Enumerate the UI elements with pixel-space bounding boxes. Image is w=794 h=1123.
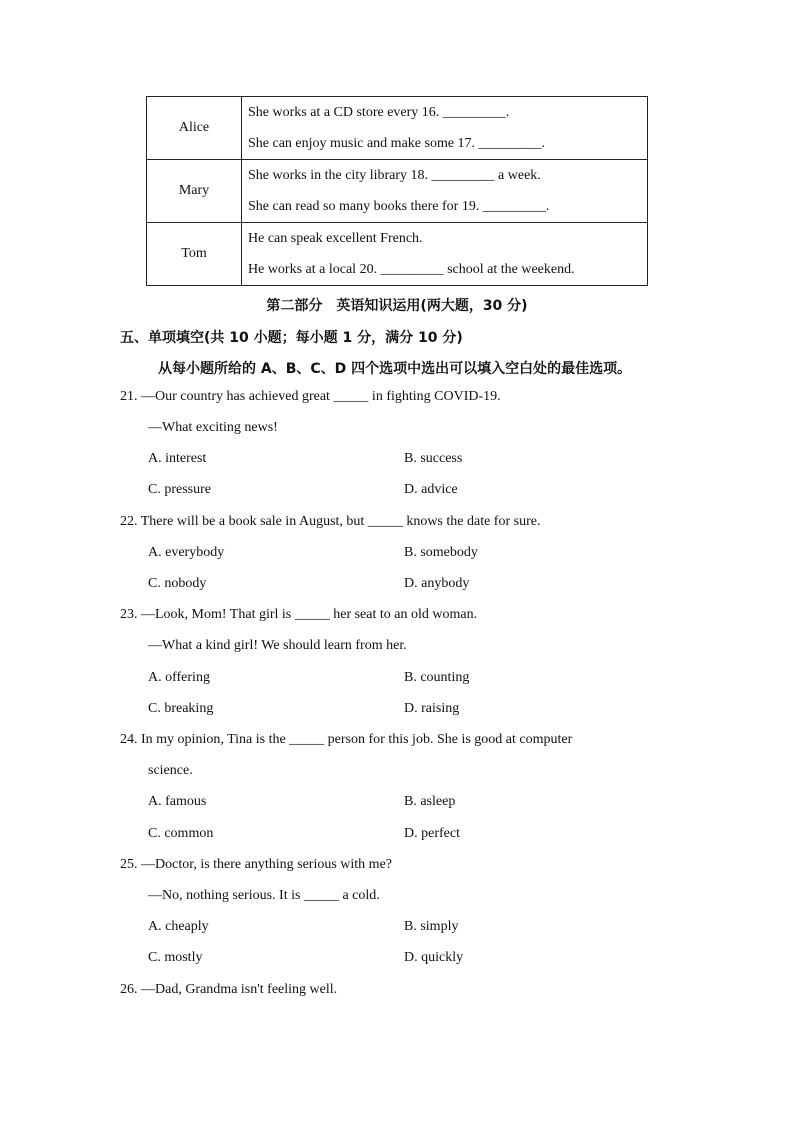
person-description [242,223,648,286]
description-line: He can speak excellent French. [248,231,423,246]
table-row [147,223,648,286]
option-b: B. simply [404,919,459,934]
question-stem-line: —What exciting news! [148,420,278,435]
question-stem: 26. —Dad, Grandma isn't feeling well. [120,982,338,997]
instruction-text: 从每小题所给的 A、B、C、D 四个选项中选出可以填入空白处的最佳选项。 [158,361,632,377]
description-line: She works in the city library 18. _________ a week. [248,168,541,183]
option-a: A. cheaply [148,919,209,934]
option-d: D. advice [404,482,458,497]
person-name: Tom [147,223,242,286]
question-stem: 24. In my opinion, Tina is the _____ person for this job. She is good at computer [120,732,573,747]
option-c: C. mostly [148,950,203,965]
person-description [242,160,648,223]
option-a: A. famous [148,794,207,809]
option-a: A. offering [148,670,210,685]
option-c: C. pressure [148,482,211,497]
description-line: She works at a CD store every 16. _________. [248,105,510,120]
question-stem: 25. —Doctor, is there anything serious with me? [120,857,392,872]
option-b: B. asleep [404,794,456,809]
question-stem: 23. —Look, Mom! That girl is _____ her seat to an old woman. [120,607,478,622]
description-line: He works at a local 20. _________ school at the weekend. [248,262,575,277]
option-a: A. everybody [148,545,225,560]
option-b: B. counting [404,670,470,685]
person-name: Mary [147,160,242,223]
description-line: She can enjoy music and make some 17. _________. [248,136,546,151]
option-d: D. anybody [404,576,470,591]
question-stem: 21. —Our country has achieved great _____ in fighting COVID-19. [120,389,501,404]
person-description [242,97,648,160]
table-row [147,97,648,160]
table-row [147,160,648,223]
option-d: D. raising [404,701,460,716]
question-stem-line: —What a kind girl! We should learn from her. [148,638,407,653]
option-a: A. interest [148,451,207,466]
question-stem: 22. There will be a book sale in August, but _____ knows the date for sure. [120,514,541,529]
option-d: D. quickly [404,950,464,965]
info-table [146,96,648,286]
question-stem-line: —No, nothing serious. It is _____ a cold. [148,888,380,903]
option-d: D. perfect [404,826,460,841]
part-title: 第二部分 英语知识运用(两大题，30 分) [266,298,528,314]
question-stem-line: science. [148,763,193,778]
description-line: She can read so many books there for 19. _________. [248,199,550,214]
option-b: B. success [404,451,463,466]
option-c: C. nobody [148,576,207,591]
option-c: C. breaking [148,701,214,716]
option-b: B. somebody [404,545,478,560]
option-c: C. common [148,826,214,841]
person-name: Alice [147,97,242,160]
section-title: 五、单项填空(共 10 小题；每小题 1 分，满分 10 分) [120,330,463,346]
